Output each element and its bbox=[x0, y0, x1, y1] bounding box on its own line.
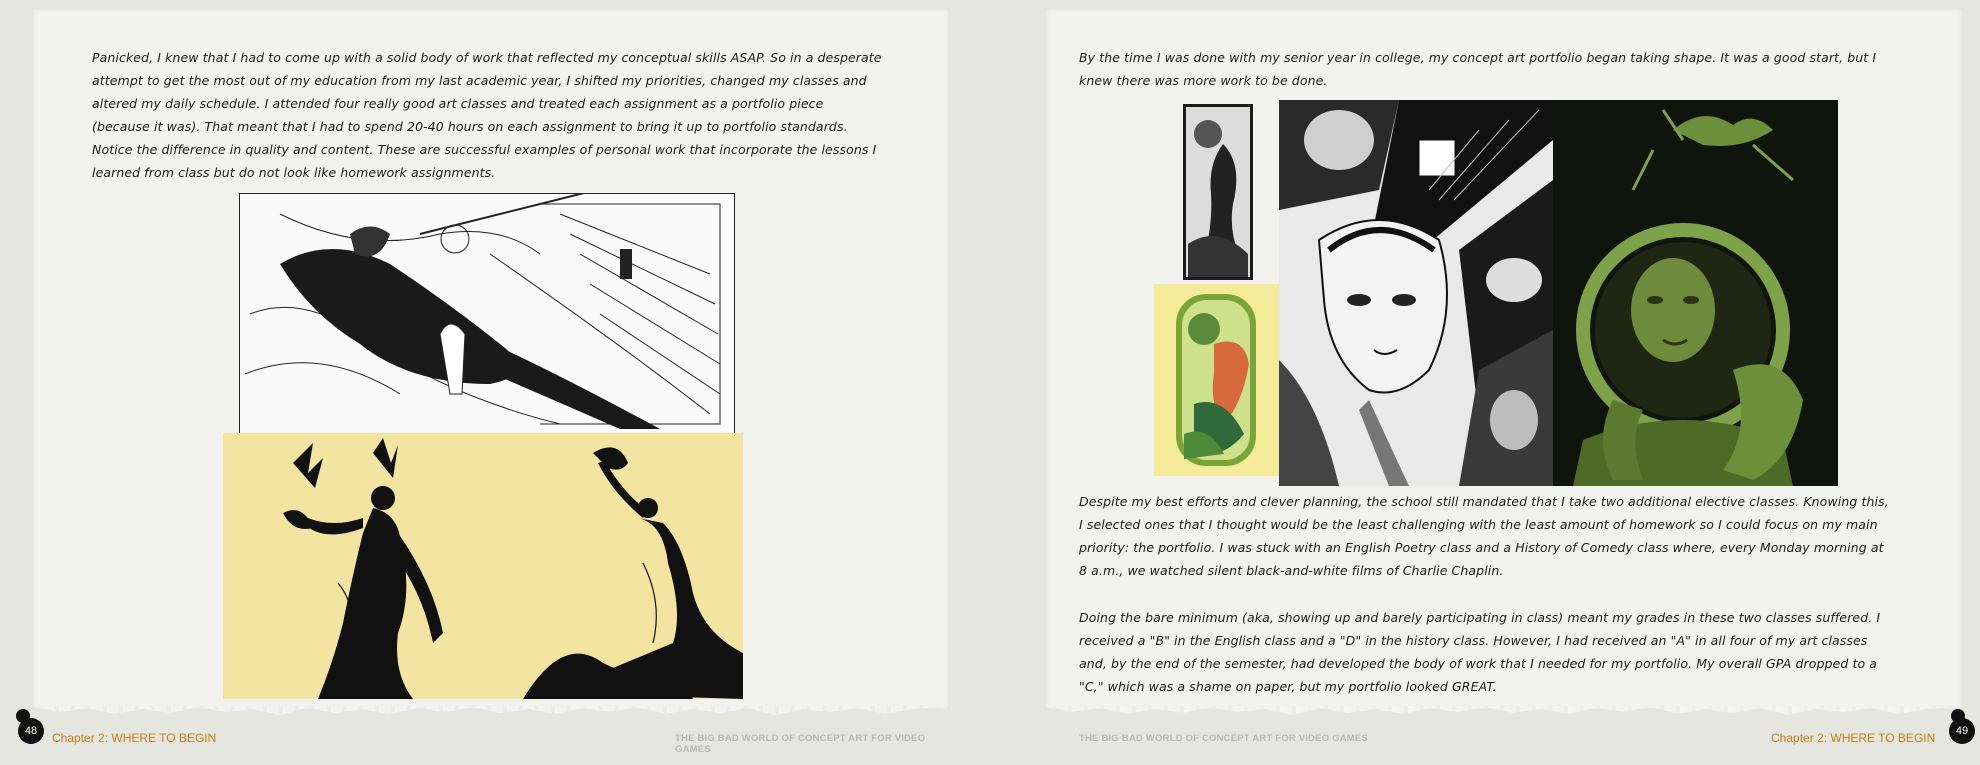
framed-poster-art bbox=[1183, 104, 1253, 280]
right-page-paragraph-3: Doing the bare minimum (aka, showing up and barely participating in class) meant my grades in these two classes suffered. I received a "B" in the English class and a "D" in the history class. However, I had received an "A" in all four of my art classes and, by the end of the semester, had developed the body of work that I needed for my portfolio. My overall GPA dropped to a "C," which was a shame on paper, but my portfolio looked GREAT. bbox=[1079, 610, 1881, 694]
right-page-number: 49 bbox=[1949, 718, 1975, 744]
ink-collage-art bbox=[1279, 100, 1553, 486]
left-page-number: 48 bbox=[18, 718, 44, 744]
astronaut-painting-art bbox=[1553, 100, 1838, 486]
right-chapter-label: Chapter 2: WHERE TO BEGIN bbox=[1771, 731, 1936, 745]
right-page-paragraph-1: By the time I was done with my senior year in college, my concept art portfolio began taking shape. It was a good start, but I knew there was more work to be done. bbox=[1079, 50, 1877, 88]
right-page-paragraph-2: Despite my best efforts and clever planning, the school still mandated that I take two additional elective classes. Knowing this, I selected ones that I thought would be the least challenging with the least amount of homework so I could focus on my main priority: the portfolio. I was stuck with an English Poetry class and a History of Comedy class where, every Monday morning at 8 a.m., we watched silent black-and-white films of Charlie Chaplin. bbox=[1079, 494, 1889, 578]
bird-knight-illustration bbox=[239, 193, 735, 435]
right-page bbox=[1045, 8, 1969, 745]
left-book-title: THE BIG BAD WORLD OF CONCEPT ART FOR VIDEO GAMES bbox=[675, 733, 926, 755]
left-page bbox=[24, 8, 950, 755]
left-chapter-label: Chapter 2: WHERE TO BEGIN bbox=[52, 731, 217, 745]
dancing-figures-illustration bbox=[223, 433, 743, 699]
left-page-paragraph: Panicked, I knew that I had to come up with a solid body of work that reflected my conceptual skills ASAP. So in a desperate attempt to get the most out of my education from my last academic year, I shifted my priorities, changed my classes and altered my daily schedule. I attended four really good art classes and treated each assignment as a portfolio piece (because it was). That meant that I had to spend 20-40 hours on each assignment to bring it up to portfolio standards. Notice the difference in quality and content. These are successful examples of personal work that incorporate the lessons I learned from class but do not look like homework assignments. bbox=[92, 50, 882, 180]
right-book-title: THE BIG BAD WORLD OF CONCEPT ART FOR VIDEO GAMES bbox=[1079, 733, 1368, 744]
mermaid-poster-art bbox=[1154, 284, 1279, 476]
